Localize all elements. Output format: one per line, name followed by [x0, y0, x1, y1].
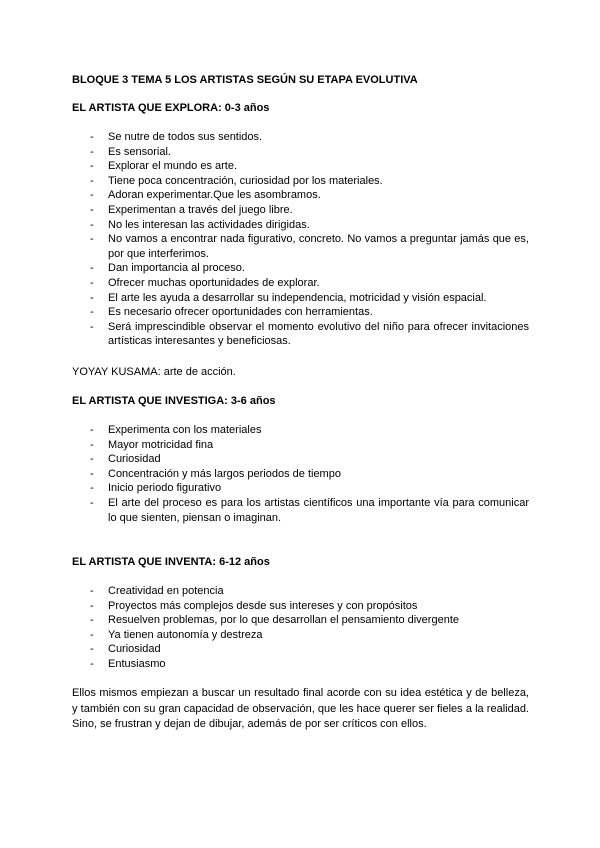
list-item-text: Explorar el mundo es arte.	[108, 160, 238, 173]
bullet-dash: -	[90, 233, 94, 246]
list-item	[72, 599, 529, 614]
list-item-text: Resuelven problemas, por lo que desarrollan el pensamiento divergente	[108, 614, 459, 627]
list-item	[72, 203, 529, 218]
list-item	[72, 320, 529, 349]
list-item-text: Experimenta con los materiales	[108, 424, 262, 436]
list-item-text: No les interesan las actividades dirigidas.	[108, 218, 310, 231]
list-item	[72, 467, 529, 482]
bullet-dash: -	[90, 291, 94, 304]
list-item-text: Tiene poca concentración, curiosidad por los materiales.	[108, 174, 383, 187]
bullet-dash: -	[90, 453, 94, 466]
bullet-dash: -	[90, 657, 94, 670]
bullet-dash: -	[90, 496, 94, 509]
list-item-text: No vamos a encontrar nada figurativo, concreto. No vamos a preguntar jamás que es, por que interferimos.	[108, 233, 529, 260]
list-item	[72, 232, 529, 261]
list-item-text: Es necesario ofrecer oportunidades con herramientas.	[108, 306, 373, 319]
note-kusama: YOYAY KUSAMA: arte de acción.	[72, 366, 236, 378]
bullet-dash: -	[90, 276, 94, 289]
list-item-text: Curiosidad	[108, 643, 161, 656]
bullet-dash: -	[90, 262, 94, 275]
list-item-text: Es sensorial.	[108, 145, 171, 158]
list-item	[72, 452, 529, 467]
list-item-text: Dan importancia al proceso.	[108, 262, 245, 275]
list-item	[72, 423, 529, 438]
list-item	[72, 305, 529, 320]
list-item	[72, 613, 529, 628]
list-item-text: El arte del proceso es para los artistas científicos una importante vía para comunicar lo que sienten, piensan o imaginan.	[108, 496, 529, 524]
bullet-dash: -	[90, 643, 94, 656]
section-heading-inventa: EL ARTISTA QUE INVENTA: 6-12 años	[72, 556, 270, 568]
bullet-dash: -	[90, 160, 94, 173]
closing-paragraph: Ellos mismos empiezan a buscar un resultado final acorde con su idea estética y de belleza, y también con su gran capacidad de observación, que les hace querer ser fieles a la realidad. Sino, se frustran y dejan de dibujar, además de por ser críticos con ellos.	[72, 687, 529, 730]
list-item	[72, 261, 529, 276]
list-item-text: Curiosidad	[108, 453, 161, 466]
bullet-dash: -	[90, 189, 94, 202]
list-item	[72, 130, 529, 145]
bullet-dash: -	[90, 203, 94, 216]
document-title: BLOQUE 3 TEMA 5 LOS ARTISTAS SEGÚN SU ETAPA EVOLUTIVA	[72, 74, 418, 86]
list-item-text: Se nutre de todos sus sentidos.	[108, 131, 263, 143]
list-item-text: Entusiasmo	[108, 657, 166, 670]
list-item	[72, 496, 529, 525]
bullet-dash: -	[90, 482, 94, 495]
list-item-text: Experimentan a través del juego libre.	[108, 203, 293, 216]
list-item	[72, 481, 529, 496]
list-item-text: Será imprescindible observar el momento evolutivo del niño para ofrecer invitaciones artísticas interesantes y beneficiosas.	[108, 320, 529, 348]
bullet-dash: -	[90, 438, 94, 451]
list-item	[72, 188, 529, 203]
bullet-dash: -	[90, 306, 94, 319]
list-item	[72, 218, 529, 233]
list-item-text: Inicio periodo figurativo	[108, 482, 222, 495]
section-heading-explora: EL ARTISTA QUE EXPLORA: 0-3 años	[72, 102, 270, 114]
list-item	[72, 657, 529, 672]
list-item	[72, 276, 529, 291]
bullet-dash: -	[90, 585, 94, 597]
bullet-dash: -	[90, 424, 94, 436]
bullet-dash: -	[90, 131, 94, 143]
list-item	[72, 438, 529, 453]
list-item-text: El arte les ayuda a desarrollar su independencia, motricidad y visión espacial.	[108, 291, 487, 304]
list-item-text: Concentración y más largos periodos de tiempo	[108, 467, 341, 480]
section-heading-investiga: EL ARTISTA QUE INVESTIGA: 3-6 años	[72, 395, 276, 407]
list-item	[72, 584, 529, 599]
list-item-text: Creatividad en potencia	[108, 585, 224, 597]
bullet-dash: -	[90, 628, 94, 641]
list-item-text: Ofrecer muchas oportunidades de explorar.	[108, 276, 320, 289]
list-item	[72, 145, 529, 160]
list-item-text: Ya tienen autonomía y destreza	[108, 628, 263, 641]
list-item-text: Mayor motricidad fina	[108, 438, 214, 451]
list-item	[72, 174, 529, 189]
bullet-dash: -	[90, 218, 94, 231]
list-item-text: Proyectos más complejos desde sus intereses y con propósitos	[108, 599, 418, 612]
bullet-dash: -	[90, 467, 94, 480]
list-item	[72, 628, 529, 643]
list-item	[72, 159, 529, 174]
bullet-dash: -	[90, 145, 94, 158]
list-item-text: Adoran experimentar.Que les asombramos.	[108, 189, 321, 202]
list-item	[72, 642, 529, 657]
list-explora	[72, 130, 529, 349]
bullet-dash: -	[90, 614, 94, 627]
list-investiga	[72, 423, 529, 525]
list-item	[72, 291, 529, 306]
bullet-dash: -	[90, 320, 94, 333]
bullet-dash: -	[90, 174, 94, 187]
bullet-dash: -	[90, 599, 94, 612]
list-inventa	[72, 584, 529, 672]
